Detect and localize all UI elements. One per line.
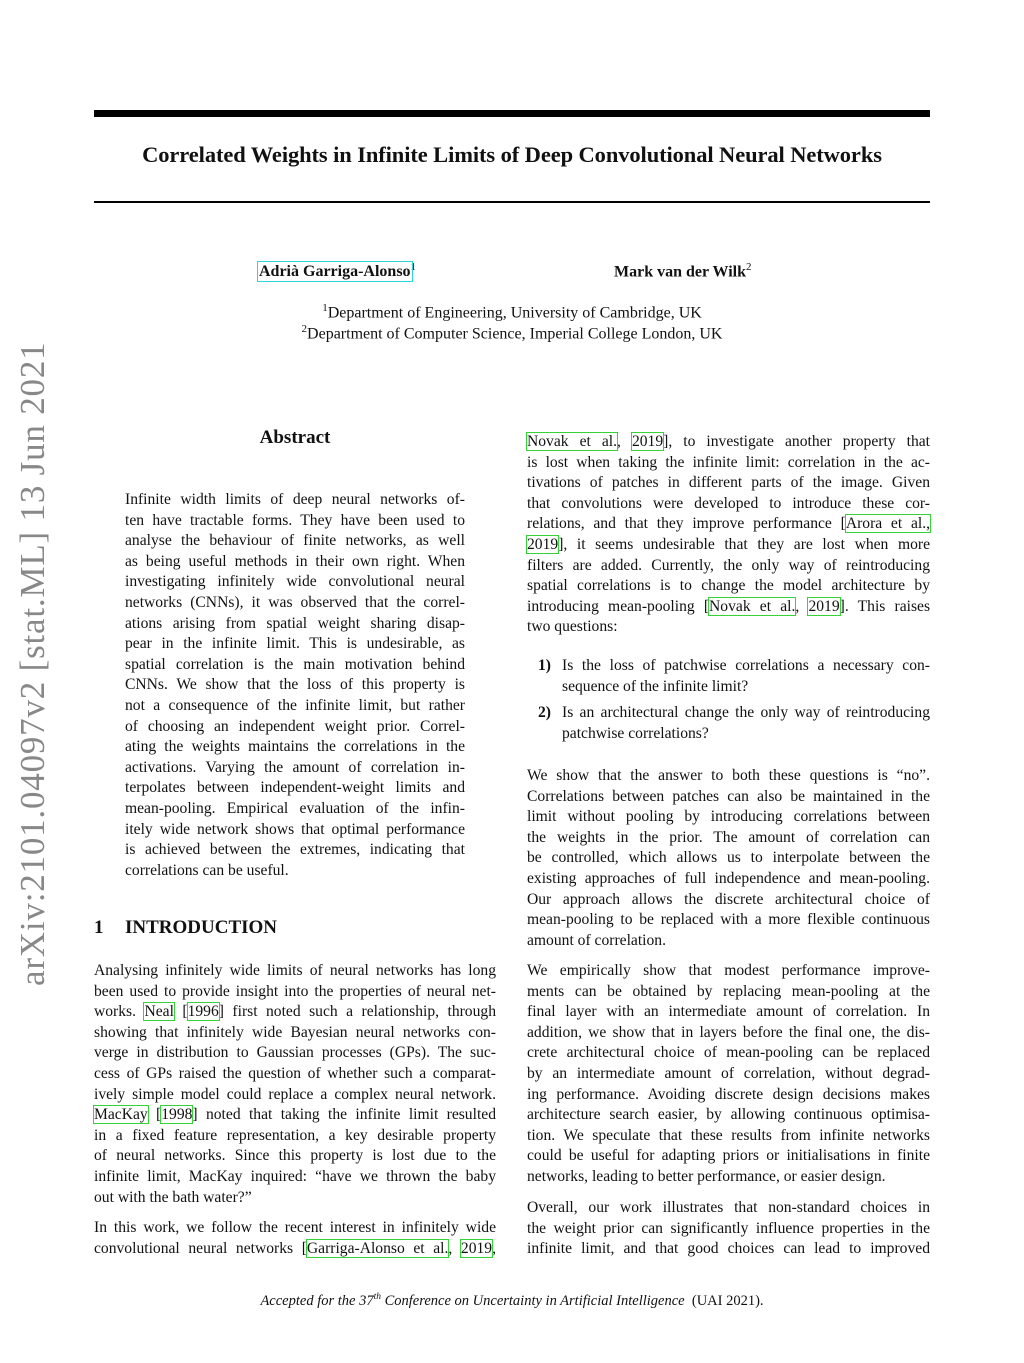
text-line: We show that the answer to both these questions is “no”. [527,767,930,784]
text-run: ], to investigate another property that [663,433,930,450]
abstract-heading: Abstract [259,427,331,448]
text-line: investigating infinitely wide convolutional neural [125,573,465,591]
footer-note [94,1292,930,1310]
text-run: works. [94,1003,145,1021]
text-line: analyse the behaviour of finite networks, as well [125,532,465,550]
text-line: itely wide network shows that optimal performance [125,820,465,838]
affiliation-2-sup: 2 [301,323,308,335]
text-line: ating the weights maintains the correlations in the [125,738,465,756]
text-line [94,1002,496,1023]
affiliation-1-text: Department of Engineering, University of Cambridge, UK [327,304,702,322]
text-line: Our approach allows the discrete architectural choice of [527,890,930,908]
author-1 [259,261,416,281]
text-line: be controlled, which allows us to interpolate between the [527,849,930,867]
text-line [94,1239,496,1260]
text-line: cess of GPs raised the question of whether such a comparat- [94,1064,496,1082]
text-line: patchwise correlations? [562,724,709,742]
text-run: , [617,433,632,450]
footer-pre: Accepted for the 37 [260,1292,374,1309]
text-line: terpolates between independent-weight limits and [125,779,465,797]
intro-paragraph-1 [94,961,496,1208]
text-line: been used to provide insight into the properties of neural net- [94,982,496,1000]
text-line: in a fixed feature representation, a key desirable property [94,1126,496,1144]
text-line: of choosing an independent weight prior. Correl- [125,717,465,735]
text-line: existing approaches of full independence and mean-pooling. [527,869,930,887]
author-2-sup: 2 [746,261,752,273]
text-line: final layer with an intermediate amount of correlation. In [527,1003,930,1021]
right-paragraph-2 [527,766,930,951]
text-line: showing that infinitely wide Bayesian neural networks con- [94,1023,496,1041]
question-item [538,703,930,744]
text-line: pear in the infinite limit. This is undesirable, as [125,635,465,653]
text-line: Overall, our work illustrates that non-standard choices in [527,1199,930,1216]
intro-heading [94,917,277,939]
affiliation-2 [94,323,930,343]
citation-link-novak[interactable]: Novak et al. [527,433,618,450]
text-line: sequence of the infinite limit? [562,677,749,695]
text-line: amount of correlation. [527,931,666,949]
arxiv-stamp: arXiv:2101.04097v2 [stat.ML] 13 Jun 2021 [13,341,52,986]
question-number: 1) [538,657,551,674]
text-line: the weight prior can significantly influence properties in the [527,1219,930,1237]
text-line: the weights in the prior. The amount of correlation can [527,828,930,846]
text-line [527,597,930,618]
paper-title: Correlated Weights in Infinite Limits of Deep Convolutional Neural Networks [142,142,882,167]
text-line [527,535,930,556]
citation-link-novak-2[interactable]: Novak et al. [709,597,796,615]
text-line [94,1105,496,1126]
text-line: mean-pooling to be replaced with a more flexible continuous [527,911,930,929]
text-line: We empirically show that modest performance improve- [527,962,930,979]
text-line: is lost when taking the infinite limit: correlation in the ac- [527,453,930,471]
author-1-link[interactable]: Adrià Garriga-Alonso [259,263,411,281]
text-line: is achieved between the extremes, indicating that [125,841,465,859]
text-line: verge in distribution to Gaussian processes (GPs). The suc- [94,1044,496,1062]
citation-link-garriga-year[interactable]: 2019 [460,1239,493,1257]
text-line: In this work, we follow the recent interest in infinitely wide [94,1219,496,1236]
author-2-name: Mark van der Wilk [614,263,747,281]
text-run: relations, and that they improve performance [ [527,515,846,533]
text-run: [ [173,1003,188,1021]
text-line: as being useful methods in their own right. When [125,552,465,570]
text-run: , [795,597,809,615]
text-line: Correlations between patches can also be maintained in the [527,787,930,805]
citation-link-garriga[interactable]: Garriga-Alonso et al. [306,1239,449,1257]
text-line: filters are added. Currently, the only way of reintroducing [527,556,930,574]
footer-post: Conference on Uncertainty in Artificial Intelligence [380,1292,685,1309]
text-run: , [448,1239,461,1257]
abstract-body [125,490,465,881]
text-line: tion. We speculate that these results from infinite networks [527,1126,930,1144]
text-line: spatial correlation is the main motivation behind [125,655,465,673]
text-line: by an intermediate amount of correlation, without degrad- [527,1064,930,1082]
text-line: infinite limit, MacKay inquired: “have we thrown the baby [94,1167,496,1185]
citation-link-neal-year[interactable]: 1996 [187,1003,219,1021]
text-line: ively simple model could replace a complex neural network. [94,1085,496,1103]
right-paragraph-4 [527,1198,930,1260]
intro-title: INTRODUCTION [125,917,278,938]
text-line: Analysing infinitely wide limits of neural networks has long [94,962,496,979]
text-line: Is an architectural change the only way of reintroducing [562,704,930,722]
citation-link-novak-year[interactable]: 2019 [631,433,664,450]
text-line: mean-pooling. Empirical evaluation of the infin- [125,799,465,817]
title-rule-bottom [94,201,930,203]
questions-list [538,656,930,750]
text-line: ing performance. Avoiding discrete design decisions makes [527,1085,930,1103]
text-line: architecture search easier, by allowing continuous optimisa- [527,1106,930,1124]
text-line: ments can be obtained by replacing mean-pooling at the [527,982,930,1000]
text-run: convolutional neural networks [ [94,1239,307,1257]
text-line [527,432,930,453]
text-line: activations. Varying the amount of correlation in- [125,758,465,776]
text-line: Infinite width limits of deep neural networks of- [125,491,465,508]
text-run: introducing mean-pooling [ [527,597,710,615]
text-line: networks, leading to better performance, or easier design. [527,1167,886,1185]
affiliation-2-text: Department of Computer Science, Imperial College London, UK [307,325,723,343]
text-line: Is the loss of patchwise correlations a necessary con- [562,657,930,674]
text-line [527,514,930,535]
question-number: 2) [538,704,551,722]
citation-link-mackay[interactable]: MacKay [94,1106,148,1124]
question-item [538,656,930,697]
right-paragraph-1 [527,432,930,638]
right-paragraph-3 [527,961,930,1188]
text-line: correlations can be useful. [125,861,289,879]
text-run: , [492,1239,496,1257]
text-run: ]. This raises [839,597,931,615]
text-line: infinite limit, and that good choices can lead to improved [527,1240,930,1258]
text-line: ations arising from spatial weight sharing disap- [125,614,465,632]
footer-sup: th [373,1292,381,1302]
text-line: that convolutions were developed to introduce these cor- [527,494,930,512]
text-line: two questions: [527,618,618,636]
affiliation-1 [94,302,930,322]
citation-link-arora-year[interactable]: 2019 [527,535,559,553]
text-line: could be useful for adapting priors or initialisations in finite [527,1147,930,1165]
text-line: CNNs. We show that the loss of this property is [125,676,465,694]
text-line: not a consequence of the infinite limit, but rather [125,696,465,714]
title-rule-top [94,110,930,117]
text-run: [ [147,1106,162,1124]
text-line: ten have tractable forms. They have been used to [125,511,465,529]
text-line: out with the bath water?” [94,1188,252,1206]
text-line: crete architectural choice of mean-pooling can be replaced [527,1044,930,1062]
text-line: networks (CNNs), it was observed that the correl- [125,593,465,611]
text-line: of neural networks. Since this property is lost due to the [94,1147,496,1165]
text-line: tivations of patches in different parts of the image. Given [527,474,930,492]
footer-tail: (UAI 2021). [691,1292,764,1309]
citation-link-arora[interactable]: Arora et al., [845,515,930,533]
citation-link-mackay-year[interactable]: 1998 [161,1106,193,1124]
intro-paragraph-2 [94,1218,496,1259]
affiliation-1-sup: 1 [322,302,328,314]
intro-number: 1 [94,917,104,938]
text-run: ], it seems undesirable that they are lost when more [558,535,930,553]
text-run: ] noted that taking the infinite limit resulted [192,1106,496,1124]
text-line: addition, we show that in layers before the final one, the dis- [527,1023,930,1041]
text-line: limit without pooling by introducing correlations between [527,808,930,826]
text-line: spatial correlations is to change the model architecture by [527,577,930,595]
citation-link-neal[interactable]: Neal [144,1003,174,1021]
author-1-sup: 1 [410,261,417,273]
author-2 [614,261,752,281]
text-run: ] first noted such a relationship, through [218,1003,496,1021]
citation-link-novak-2-year[interactable]: 2019 [808,597,840,615]
